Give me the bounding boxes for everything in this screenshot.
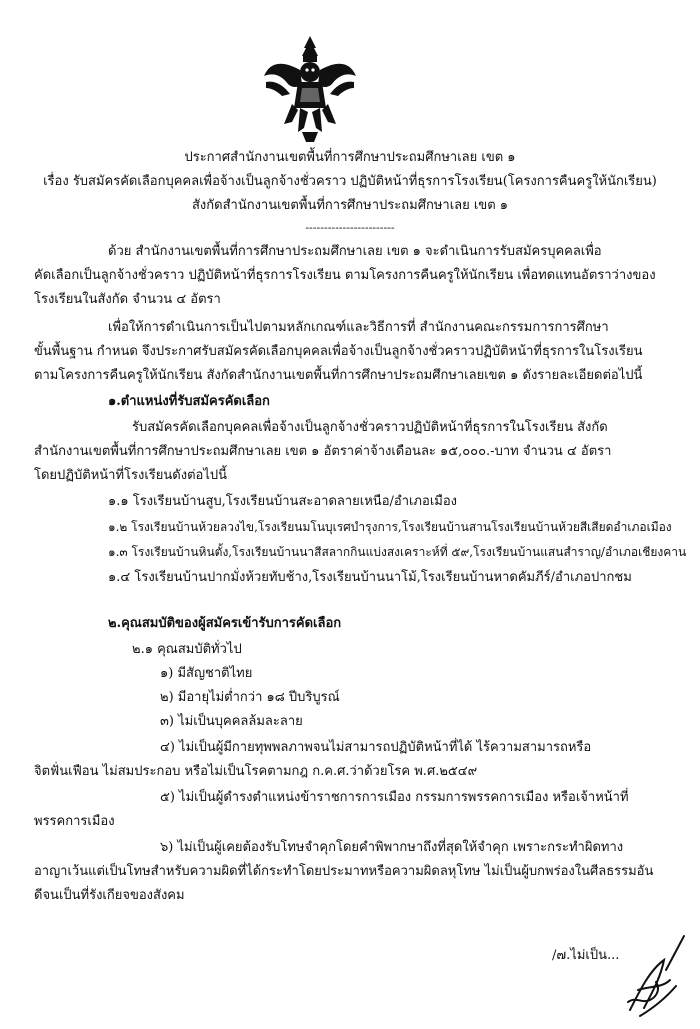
qualification-item: ๕) ไม่เป็นผู้ดำรงตำแหน่งข้าราชการการเมือง กรรมการพรรคการเมือง หรือเจ้าหน้าที่: [160, 790, 629, 805]
signature-icon: [620, 930, 690, 1020]
qualification-item: ๑) มีสัญชาติไทย: [160, 666, 253, 681]
garuda-emblem-icon: [262, 32, 358, 144]
title-divider: ------------------------: [305, 221, 395, 234]
qualification-continuation: จิตฟั่นเฟือน ไม่สมประกอบ หรือไม่เป็นโรคตามกฎ ก.ค.ศ.ว่าด้วยโรค พ.ศ.๒๕๔๙: [34, 764, 478, 779]
qualification-continuation: อาญาเว้นแต่เป็นโทษสำหรับความผิดที่ได้กระทำโดยประมาทหรือความผิดลหุโทษ ไม่เป็นผู้บกพร่องในศีลธรรมอัน: [34, 864, 654, 879]
intro-line: เพื่อให้การดำเนินการเป็นไปตามหลักเกณฑ์และวิธีการที่ สำนักงานคณะกรรมการการศึกษา: [108, 320, 609, 335]
announcement-affiliation: สังกัดสำนักงานเขตพื้นที่การศึกษาประถมศึกษาเลย เขต ๑: [191, 198, 509, 213]
qualification-continuation: ดีจนเป็นที่รังเกียจของสังคม: [34, 888, 185, 903]
qualification-item: ๖) ไม่เป็นผู้เคยต้องรับโทษจำคุกโดยคำพิพากษาถึงที่สุดให้จำคุก เพราะกระทำผิดทาง: [160, 840, 624, 855]
school-list-item: ๑.๑ โรงเรียนบ้านสูบ,โรงเรียนบ้านสะอาดลายเหนือ/อำเภอเมือง: [108, 494, 457, 509]
intro-line: คัดเลือกเป็นลูกจ้างชั่วคราว ปฏิบัติหน้าที่ธุรการโรงเรียน ตามโครงการคืนครูให้นักเรียน เพื่อทดแทนอัตราว่างของ: [34, 268, 656, 283]
intro-line: ด้วย สำนักงานเขตพื้นที่การศึกษาประถมศึกษาเลย เขต ๑ จะดำเนินการรับสมัครบุคคลเพื่อ: [108, 244, 602, 259]
continued-marker: /๗.ไม่เป็น...: [552, 948, 620, 963]
announcement-title: ประกาศสำนักงานเขตพื้นที่การศึกษาประถมศึกษาเลย เขต ๑: [184, 150, 516, 165]
section1-body-line: โดยปฏิบัติหน้าที่โรงเรียนดังต่อไปนี้: [34, 468, 228, 483]
section2-subheading: ๒.๑ คุณสมบัติทั่วไป: [132, 642, 242, 657]
qualification-item: ๓) ไม่เป็นบุคคลล้มละลาย: [160, 714, 303, 729]
qualification-continuation: พรรคการเมือง: [34, 814, 115, 829]
section1-heading: ๑.ตำแหน่งที่รับสมัครคัดเลือก: [108, 394, 270, 409]
school-list-item: ๑.๓ โรงเรียนบ้านหินตั้ง,โรงเรียนบ้านนาสีสลากกินแบ่งสงเคราะห์ที่ ๕๙,โรงเรียนบ้านแสนสำราญ/อำเภอเชียงคาน: [108, 545, 687, 559]
section1-body-line: สำนักงานเขตพื้นที่การศึกษาประถมศึกษาเลย เขต ๑ อัตราค่าจ้างเดือนละ ๑๕,๐๐๐.-บาท จำนวน ๔ อัตรา: [34, 444, 612, 459]
school-list-item: ๑.๒ โรงเรียนบ้านห้วยลวงไข,โรงเรียนมโนบุเรศบำรุงการ,โรงเรียนบ้านสานโรงเรียนบ้านห้วยสีเสียดอำเภอเมือง: [108, 520, 672, 534]
intro-line: ตามโครงการคืนครูให้นักเรียน สังกัดสำนักงานเขตพื้นที่การศึกษาประถมศึกษาเลยเขต ๑ ดังรายละเอียดต่อไปนี้: [34, 368, 643, 383]
section1-body-line: รับสมัครคัดเลือกบุคคลเพื่อจ้างเป็นลูกจ้างชั่วคราวปฏิบัติหน้าที่ธุรการในโรงเรียน สังกัด: [132, 420, 608, 435]
section2-heading: ๒.คุณสมบัติของผู้สมัครเข้ารับการคัดเลือก: [108, 616, 342, 631]
intro-line: โรงเรียนในสังกัด จำนวน ๔ อัตรา: [34, 292, 221, 307]
school-list-item: ๑.๔ โรงเรียนบ้านปากมั่งห้วยทับช้าง,โรงเรียนบ้านนาโม้,โรงเรียนบ้านหาดคัมภีร์/อำเภอปากชม: [108, 570, 632, 585]
qualification-item: ๔) ไม่เป็นผู้มีกายทุพพลภาพจนไม่สามารถปฏิบัติหน้าที่ได้ ไร้ความสามารถหรือ: [160, 740, 592, 755]
intro-line: ขั้นพื้นฐาน กำหนด จึงประกาศรับสมัครคัดเลือกบุคคลเพื่อจ้างเป็นลูกจ้างชั่วคราวปฏิบัติหน้าที่ธุรการในโรงเรียน: [34, 344, 643, 359]
qualification-item: ๒) มีอายุไม่ต่ำกว่า ๑๘ ปีบริบูรณ์: [160, 690, 340, 705]
announcement-subject: เรื่อง รับสมัครคัดเลือกบุคคลเพื่อจ้างเป็นลูกจ้างชั่วคราว ปฏิบัติหน้าที่ธุรการโรงเรียน(โครงการคืนครูให้นักเรียน): [43, 174, 657, 189]
